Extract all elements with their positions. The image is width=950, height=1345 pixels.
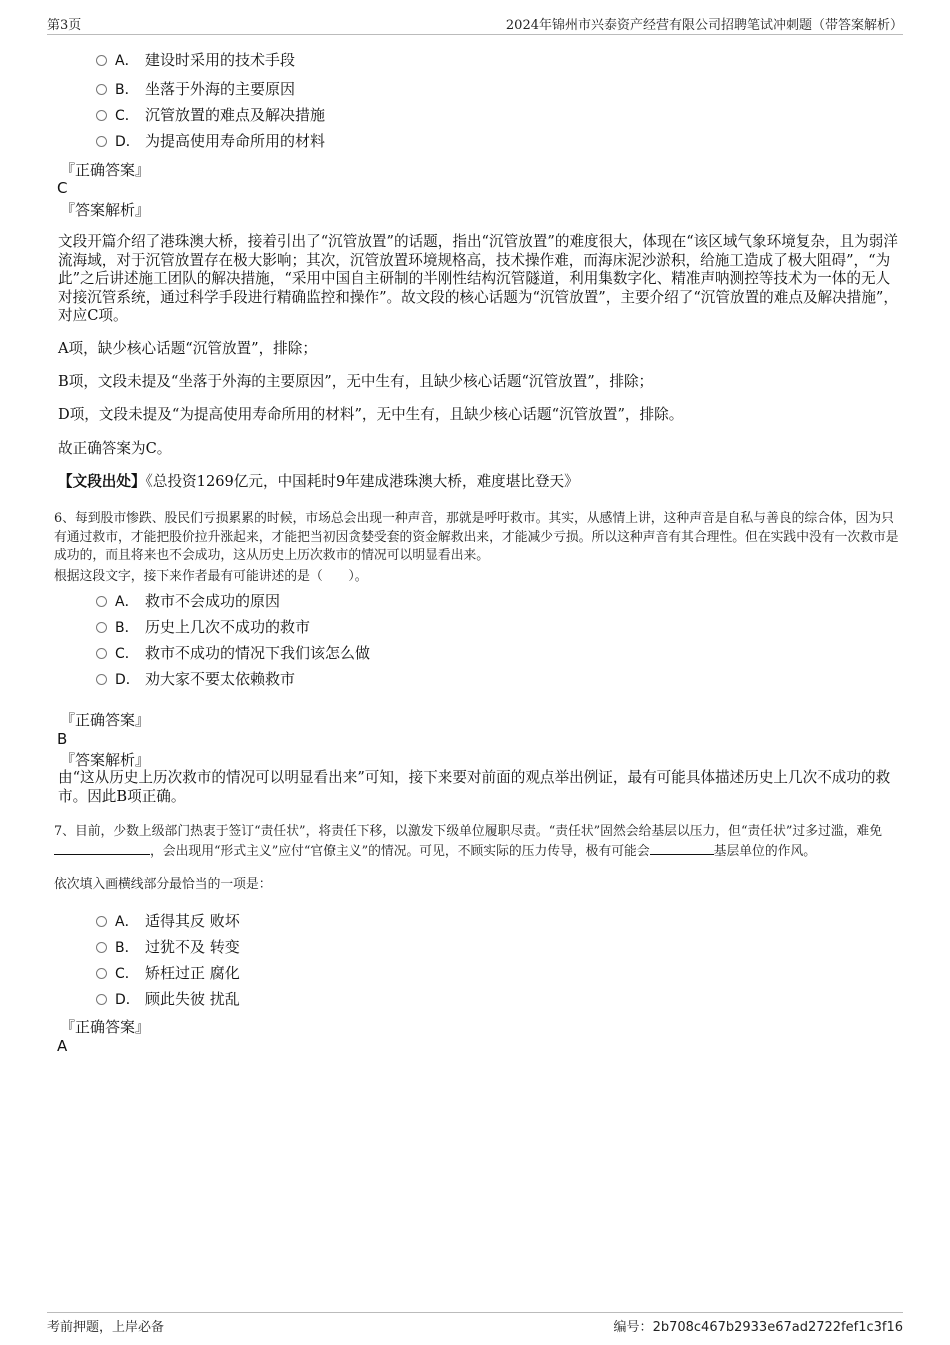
source-tag: 【文段出处】	[58, 473, 146, 490]
q6-option-a[interactable]: A． 救市不会成功的原因	[96, 591, 280, 612]
q5-answer-label: 『正确答案』	[60, 161, 151, 179]
q7-answer: A	[57, 1037, 68, 1055]
q5-answer: C	[57, 179, 68, 197]
document-code: 编号：2b708c467b2933e67ad2722fef1c3f16	[613, 1320, 903, 1335]
radio-icon[interactable]	[96, 916, 107, 927]
q5-option-a[interactable]: A． 建设时采用的技术手段	[96, 50, 295, 71]
q5-analysis-b: B项，文段未提及“坐落于外海的主要原因”，无中生有，且缺少核心话题“沉管放置”，排除；	[58, 373, 654, 390]
q7-option-d[interactable]: D． 顾此失彼 扰乱	[96, 989, 240, 1010]
q7-option-a[interactable]: A． 适得其反 败坏	[96, 911, 240, 932]
q6-option-b[interactable]: B． 历史上几次不成功的救市	[96, 617, 310, 638]
q5-option-d[interactable]: D． 为提高使用寿命所用的材料	[96, 131, 325, 152]
radio-icon[interactable]	[96, 968, 107, 979]
blank-1[interactable]	[54, 842, 150, 855]
q5-option-c[interactable]: C． 沉管放置的难点及解决措施	[96, 105, 325, 126]
q5-conclusion: 故正确答案为C。	[58, 440, 172, 457]
radio-icon[interactable]	[96, 84, 107, 95]
q6-question: 根据这段文字，接下来作者最有可能讲述的是（ ）。	[54, 569, 368, 584]
document-title: 2024年锦州市兴泰资产经营有限公司招聘笔试冲刺题（带答案解析）	[505, 18, 903, 33]
radio-icon[interactable]	[96, 994, 107, 1005]
radio-icon[interactable]	[96, 674, 107, 685]
radio-icon[interactable]	[96, 622, 107, 633]
q6-answer: B	[57, 730, 68, 748]
source-text: 《总投资1269亿元，中国耗时9年建成港珠澳大桥，难度堪比登天》	[145, 473, 579, 490]
q5-option-b[interactable]: B． 坐落于外海的主要原因	[96, 79, 295, 100]
page-number: 第3页	[47, 18, 82, 33]
q5-source	[58, 473, 898, 492]
q5-analysis-main: 文段开篇介绍了港珠澳大桥，接着引出了“沉管放置”的话题，指出“沉管放置”的难度很大，体现在“该区域气象环境复杂，且为弱洋流海域，对于沉管放置存在极大影响；其次，沉管放置环境规格高，技术操作难，而海床泥沙淤积，给施工造成了极大阻碍”，“为此”之后讲述施工团队的解决措施，“采用中国自主研制的半刚性结构沉管隧道，利用集数字化、精准声呐测控等技术为一体的无人对接沉管系统，通过科学手段进行精确监控和操作”。故文段的核心话题为“沉管放置”，主要介绍了“沉管放置的难点及解决措施”，对应C项。	[58, 233, 898, 324]
page-footer	[47, 1312, 903, 1337]
radio-icon[interactable]	[96, 596, 107, 607]
q7-stem: 7、目前，少数上级部门热衷于签订“责任状”，将责任下移，以激发下级单位履职尽责。“责任状”固然会给基层以压力，但“责任状”过多过滥，难免，会出现用“形式主义”应付“官僚主义”的情况。可见，不顾实际的压力传导，极有可能会 基层单位的作风。	[54, 824, 883, 859]
blank-2[interactable]	[650, 842, 714, 855]
q7-option-b[interactable]: B． 过犹不及 转变	[96, 937, 240, 958]
radio-icon[interactable]	[96, 136, 107, 147]
radio-icon[interactable]	[96, 55, 107, 66]
q5-analysis-a: A项，缺少核心话题“沉管放置”，排除；	[58, 340, 317, 357]
page-header	[47, 14, 903, 35]
q7-answer-label: 『正确答案』	[60, 1018, 151, 1036]
q5-analysis-label: 『答案解析』	[60, 201, 151, 219]
radio-icon[interactable]	[96, 942, 107, 953]
q6-option-c[interactable]: C． 救市不成功的情况下我们该怎么做	[96, 643, 370, 664]
q6-stem: 6、每到股市惨跌、股民们亏损累累的时候，市场总会出现一种声音，那就是呼吁救市。其实，从感情上讲，这种声音是自私与善良的综合体，因为只有通过救市，才能把股价拉升涨起来，才能把当初因贪婪受套的资金解救出来，才能减少亏损。所以这种声音有其合理性。但在实践中没有一次救市是成功的，而且将来也不会成功，这从历史上历次救市的情况可以明显看出来。	[54, 511, 899, 563]
q6-answer-label: 『正确答案』	[60, 711, 151, 729]
q6-analysis-label: 『答案解析』	[60, 751, 151, 769]
q7-question: 依次填入画横线部分最恰当的一项是：	[54, 877, 272, 892]
q6-option-d[interactable]: D． 劝大家不要太依赖救市	[96, 669, 295, 690]
q6-analysis: 由“这从历史上历次救市的情况可以明显看出来”可知，接下来要对前面的观点举出例证，最有可能具体描述历史上几次不成功的救市。因此B项正确。	[58, 769, 891, 805]
q7-option-c[interactable]: C． 矫枉过正 腐化	[96, 963, 240, 984]
radio-icon[interactable]	[96, 110, 107, 121]
radio-icon[interactable]	[96, 648, 107, 659]
footer-slogan: 考前押题，上岸必备	[47, 1320, 165, 1335]
q5-analysis-d: D项，文段未提及“为提高使用寿命所用的材料”，无中生有，且缺少核心话题“沉管放置”，排除。	[58, 406, 684, 423]
